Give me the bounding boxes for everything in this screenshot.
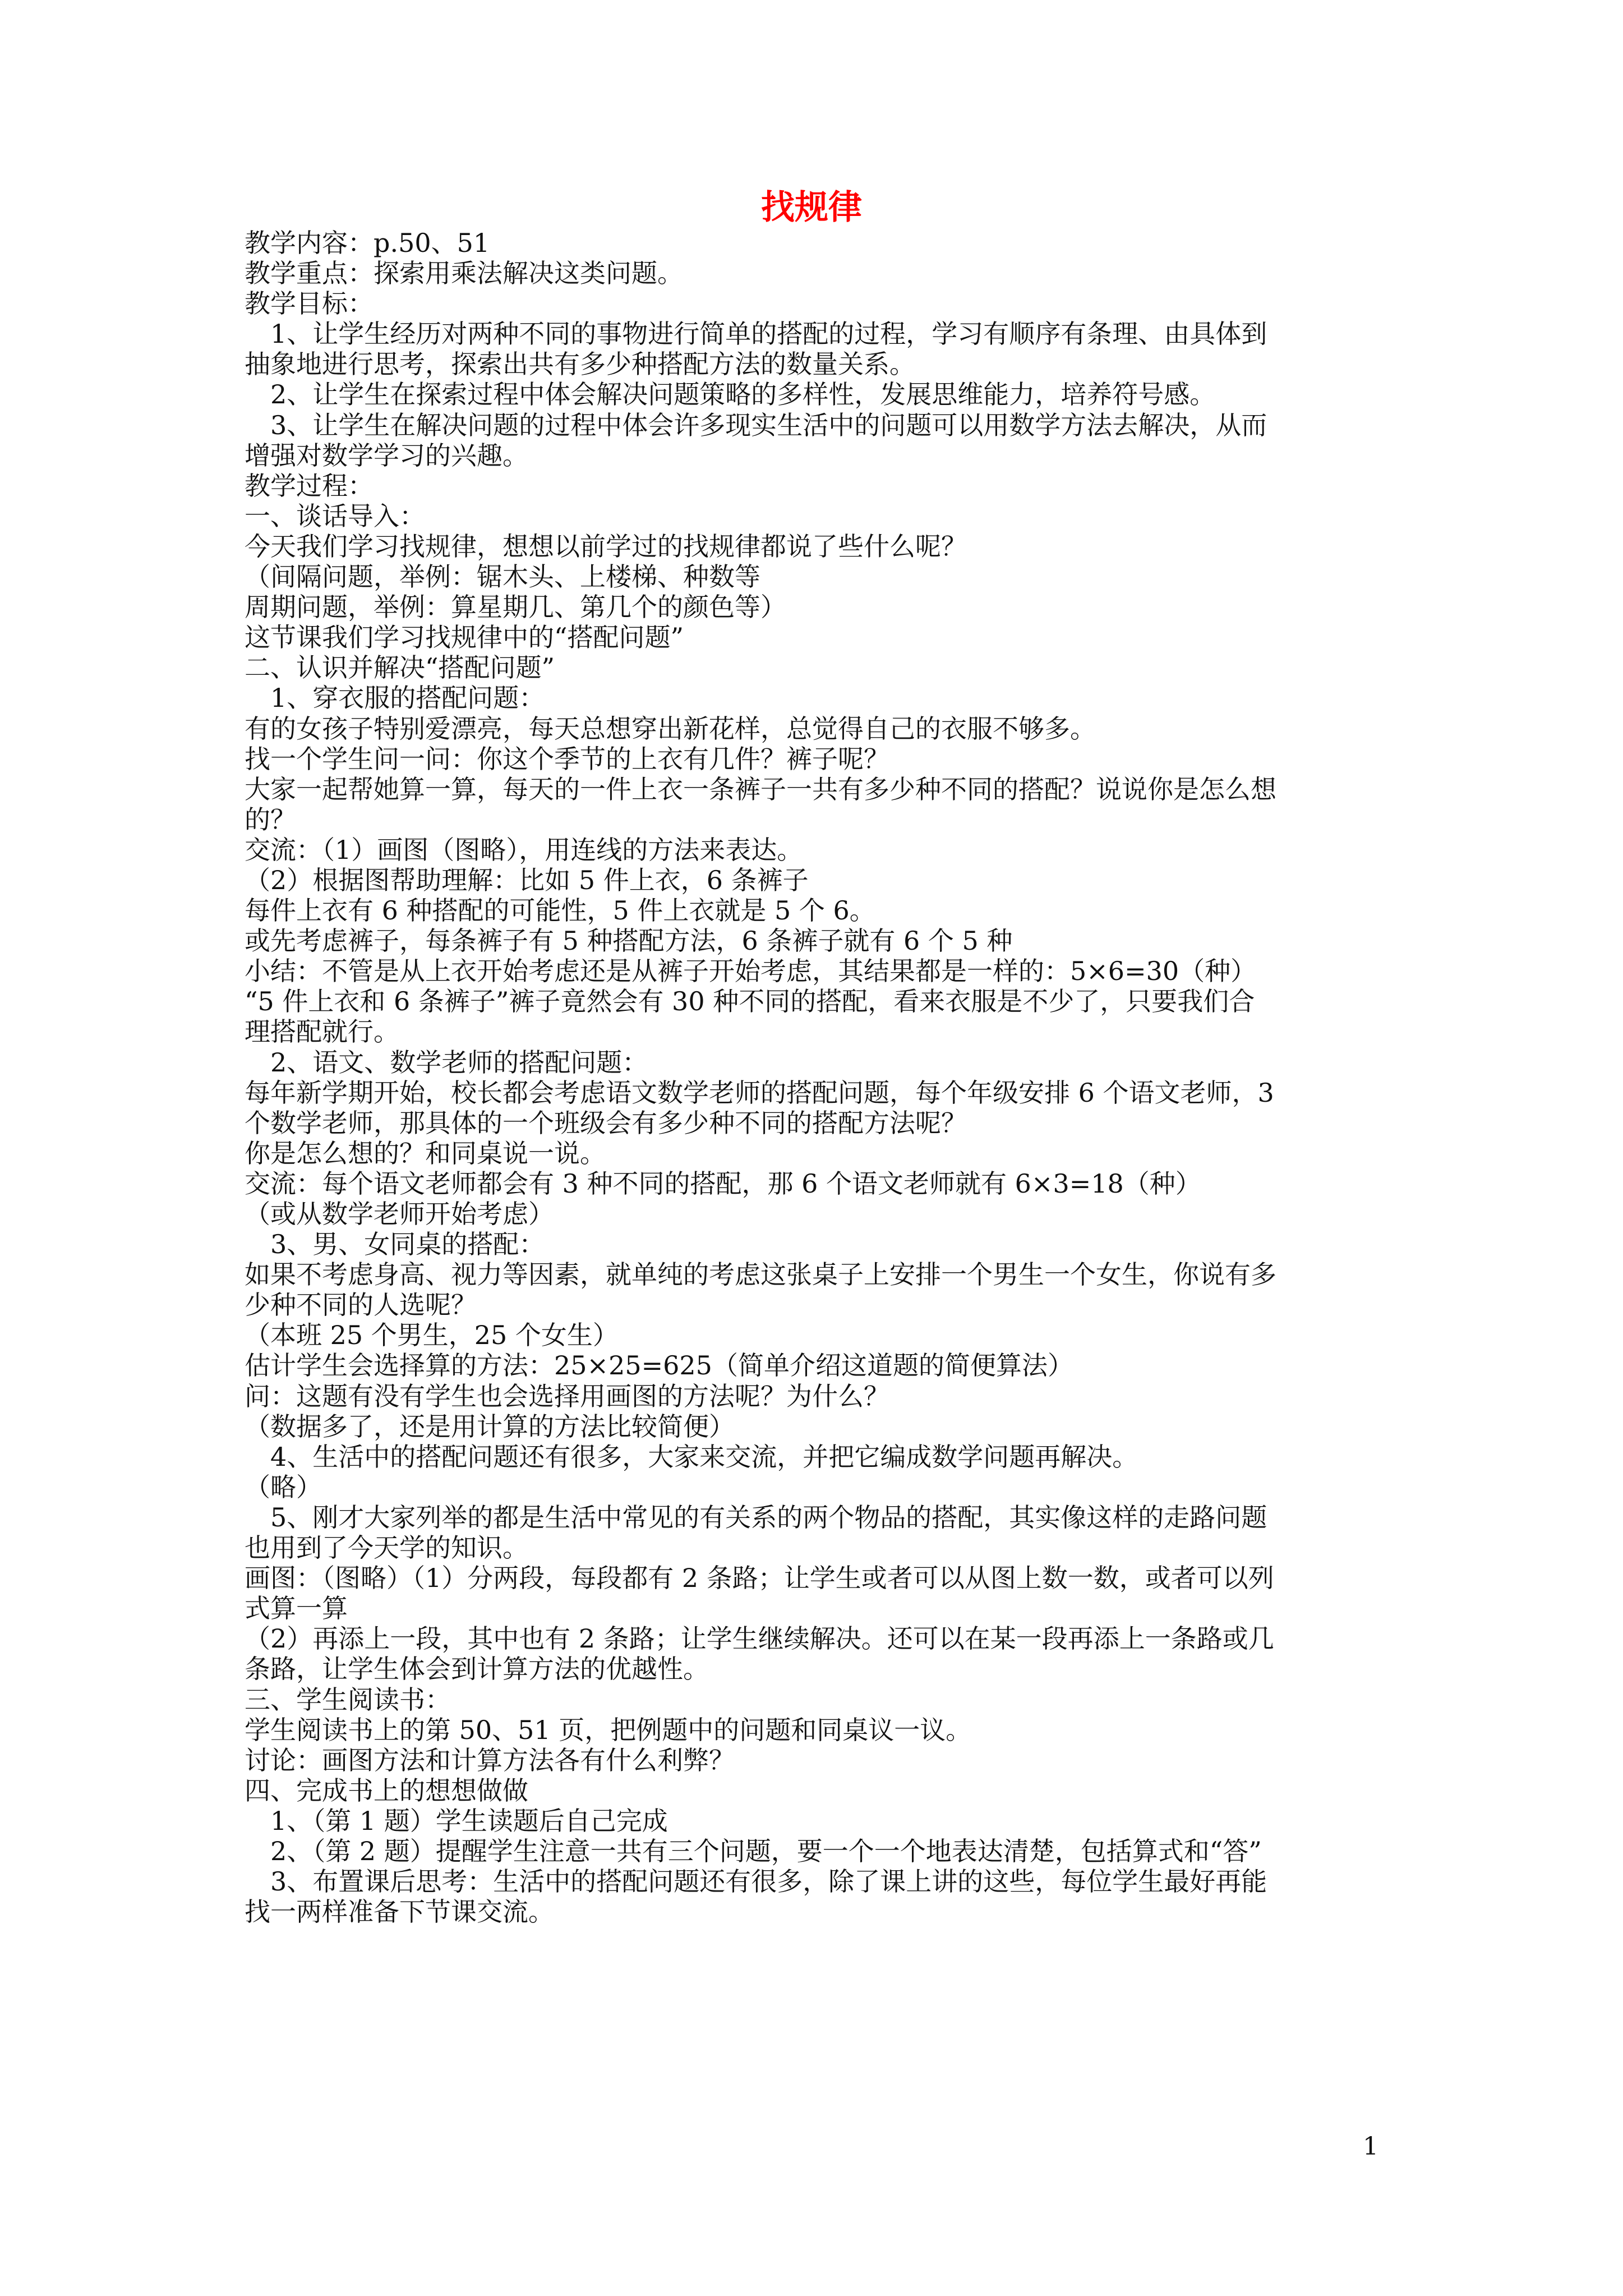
text-line: 也用到了今天学的知识。 (245, 1533, 528, 1563)
document-title: 找规律 (761, 188, 862, 227)
text-line: 教学内容：p.50、51 (245, 228, 490, 258)
text-line: （本班 25 个男生，25 个女生） (245, 1320, 619, 1351)
text-line: 一、谈话导入： (245, 500, 425, 531)
text-line: 找一两样准备下节课交流。 (245, 1897, 554, 1927)
text-line: 学生阅读书上的第 50、51 页，把例题中的问题和同桌议一议。 (245, 1714, 972, 1745)
text-line: 今天我们学习找规律，想想以前学过的找规律都说了些什么呢？ (245, 531, 967, 562)
text-line: 教学过程： (245, 470, 374, 501)
text-line: 教学目标： (245, 288, 374, 319)
text-line: 教学重点：探索用乘法解决这类问题。 (245, 258, 683, 289)
text-line: 4、生活中的搭配问题还有很多，大家来交流，并把它编成数学问题再解决。 (270, 1441, 1138, 1472)
text-line: 式算一算 (245, 1593, 348, 1624)
text-line: 每年新学期开始，校长都会考虑语文数学老师的搭配问题，每个年级安排 6 个语文老师，3 (245, 1077, 1274, 1108)
text-line: 2、让学生在探索过程中体会解决问题策略的多样性，发展思维能力，培养符号感。 (270, 379, 1216, 410)
text-line: 抽象地进行思考，探索出共有多少种搭配方法的数量关系。 (245, 349, 915, 380)
text-line: 这节课我们学习找规律中的“搭配问题” (245, 622, 684, 653)
text-line: 1、穿衣服的搭配问题： (270, 683, 545, 714)
text-line: 讨论：画图方法和计算方法各有什么利弊？ (245, 1745, 735, 1775)
text-line: 三、学生阅读书： (245, 1684, 451, 1715)
text-line: 交流：每个语文老师都会有 3 种不同的搭配，那 6 个语文老师就有 6×3=18（种） (245, 1168, 1201, 1199)
text-line: “5 件上衣和 6 条裤子”裤子竟然会有 30 种不同的搭配，看来衣服是不少了，只要我们合 (245, 986, 1255, 1017)
text-line: 2、（第 2 题）提醒学生注意一共有三个问题，要一个一个地表达清楚，包括算式和“答” (270, 1835, 1262, 1866)
text-line: 个数学老师，那具体的一个班级会有多少种不同的搭配方法呢？ (245, 1107, 967, 1138)
text-line: 增强对数学学习的兴趣。 (245, 440, 528, 471)
text-line: 小结：不管是从上衣开始考虑还是从裤子开始考虑，其结果都是一样的：5×6=30（种） (245, 956, 1257, 987)
text-line: （略） (245, 1471, 322, 1502)
text-line: 问：这题有没有学生也会选择用画图的方法呢？为什么？ (245, 1381, 889, 1411)
text-line: 1、（第 1 题）学生读题后自己完成 (270, 1805, 668, 1836)
text-line: 3、男、女同桌的搭配： (270, 1229, 545, 1260)
text-line: 2、语文、数学老师的搭配问题： (270, 1047, 648, 1078)
text-line: （2）再添上一段，其中也有 2 条路；让学生继续解决。还可以在某一段再添上一条路或几 (245, 1623, 1274, 1654)
text-line: （间隔问题，举例：锯木头、上楼梯、种数等 (245, 562, 760, 592)
text-line: 交流：（1）画图（图略），用连线的方法来表达。 (245, 834, 803, 865)
text-line: 3、让学生在解决问题的过程中体会许多现实生活中的问题可以用数学方法去解决，从而 (270, 409, 1267, 440)
text-line: （数据多了，还是用计算的方法比较简便） (245, 1411, 735, 1442)
text-line: （或从数学老师开始考虑） (245, 1199, 554, 1229)
text-line: 或先考虑裤子，每条裤子有 5 种搭配方法，6 条裤子就有 6 个 5 种 (245, 926, 1013, 956)
page-number: 1 (1363, 2132, 1378, 2161)
text-line: 你是怎么想的？和同桌说一说。 (245, 1138, 606, 1168)
text-line: 3、布置课后思考：生活中的搭配问题还有很多，除了课上讲的这些，每位学生最好再能 (270, 1866, 1267, 1897)
text-line: 四、完成书上的想想做做 (245, 1775, 528, 1806)
text-line: 的？ (245, 804, 296, 835)
text-line: 周期问题，举例：算星期几、第几个的颜色等） (245, 592, 786, 623)
text-line: 如果不考虑身高、视力等因素，就单纯的考虑这张桌子上安排一个男生一个女生，你说有多 (245, 1259, 1276, 1290)
text-line: 理搭配就行。 (245, 1016, 399, 1047)
text-line: （2）根据图帮助理解：比如 5 件上衣，6 条裤子 (245, 864, 809, 895)
text-line: 找一个学生问一问：你这个季节的上衣有几件？裤子呢？ (245, 743, 889, 774)
text-line: 估计学生会选择算的方法：25×25=625（简单介绍这道题的简便算法） (245, 1350, 1073, 1381)
text-line: 二、认识并解决“搭配问题” (245, 652, 555, 683)
text-line: 1、让学生经历对两种不同的事物进行简单的搭配的过程，学习有顺序有条理、由具体到 (270, 319, 1267, 349)
text-line: 大家一起帮她算一算，每天的一件上衣一条裤子一共有多少种不同的搭配？说说你是怎么想 (245, 774, 1276, 804)
text-line: 画图：（图略）（1）分两段，每段都有 2 条路；让学生或者可以从图上数一数，或者可以列 (245, 1563, 1274, 1594)
text-line: 每件上衣有 6 种搭配的可能性，5 件上衣就是 5 个 6。 (245, 895, 875, 926)
text-line: 5、刚才大家列举的都是生活中常见的有关系的两个物品的搭配，其实像这样的走路问题 (270, 1502, 1267, 1533)
text-line: 少种不同的人选呢？ (245, 1290, 477, 1320)
document-body (245, 228, 1400, 1927)
text-line: 条路，让学生体会到计算方法的优越性。 (245, 1654, 709, 1685)
text-line: 有的女孩子特别爱漂亮，每天总想穿出新花样，总觉得自己的衣服不够多。 (245, 713, 1096, 744)
